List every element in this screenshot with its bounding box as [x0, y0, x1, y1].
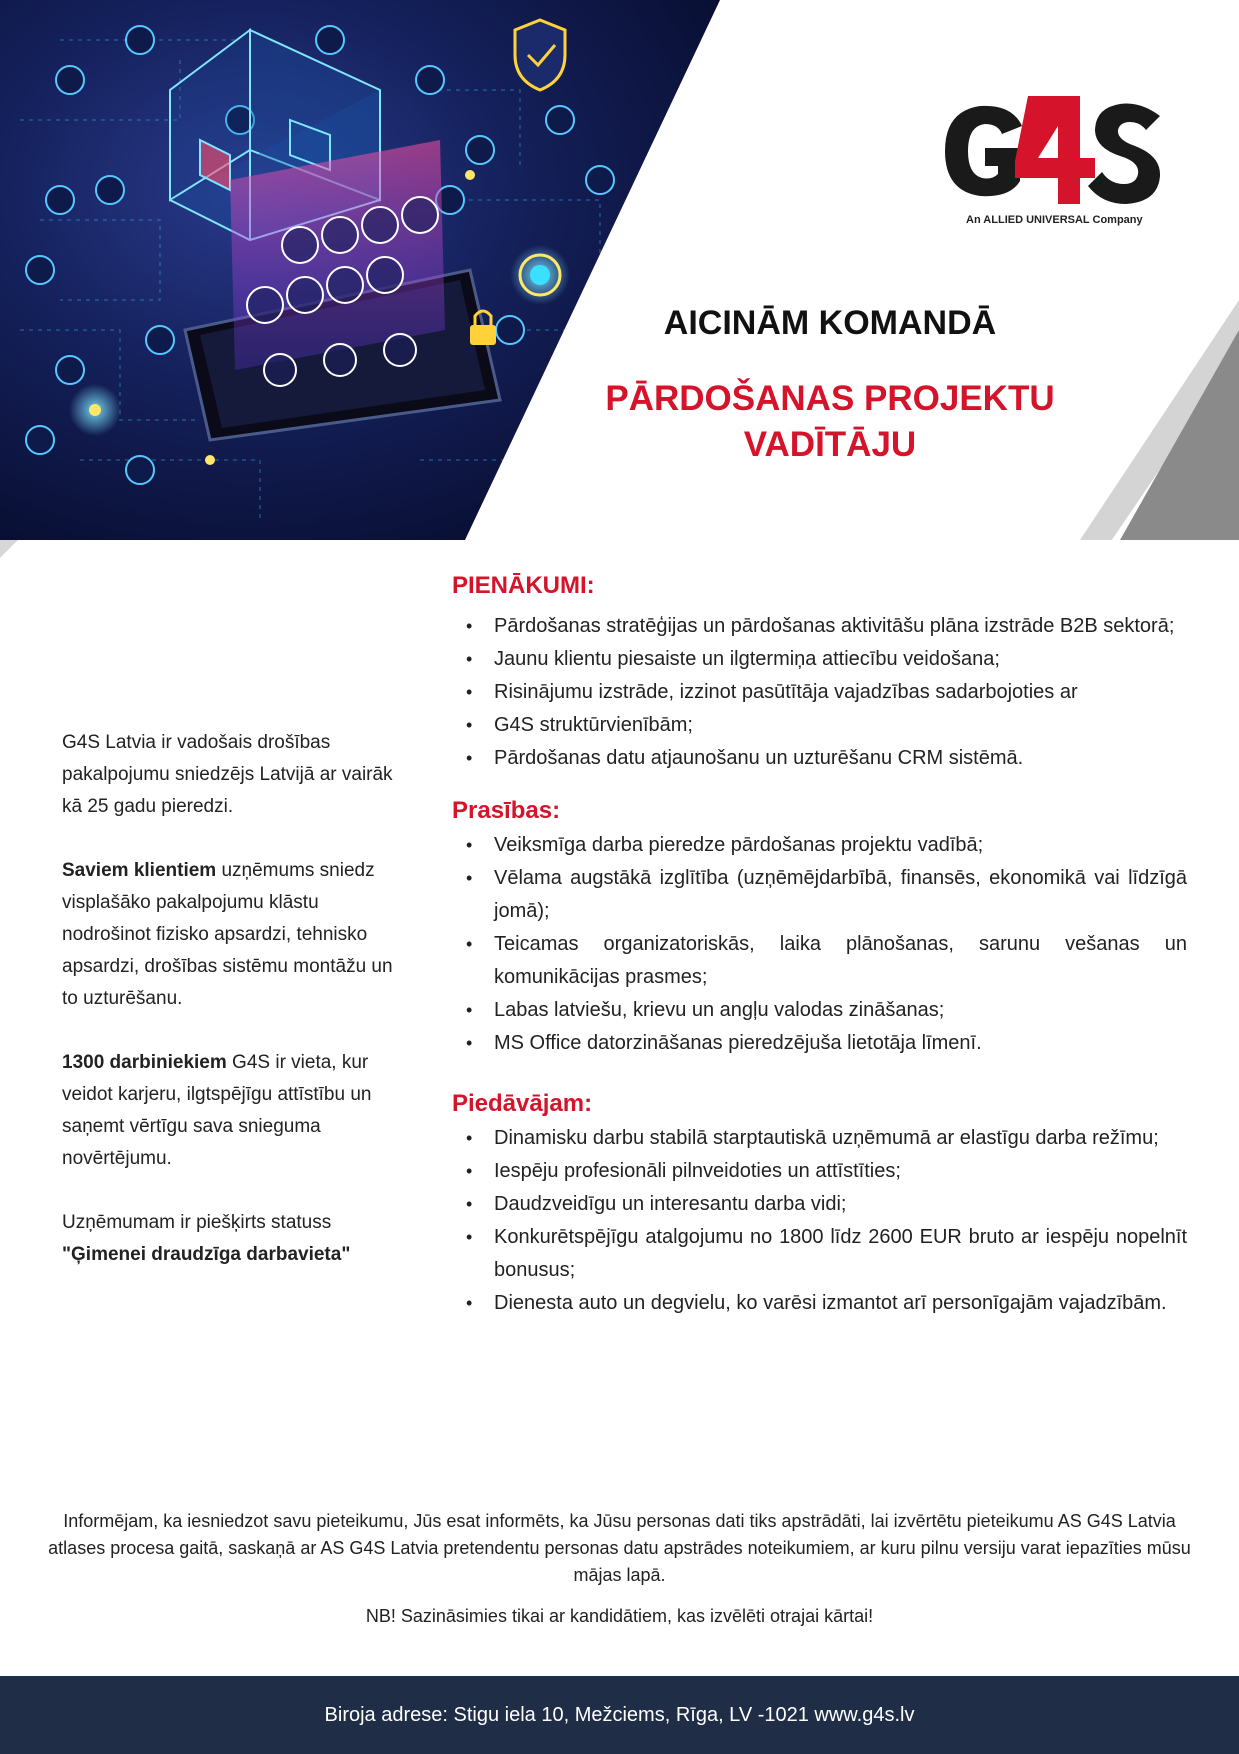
list-item: • Teicamas organizatoriskās, laika plānošanas, sarunu vešanas un komunikācijas prasmes; [452, 928, 1187, 994]
about-paragraph-2-bold: Saviem klientiem [62, 860, 217, 881]
list-item: • Konkurētspējīgu atalgojumu no 1800 līdz 2600 EUR bruto ar iespēju nopelnīt bonusus; [452, 1221, 1187, 1287]
list-item: • Dienesta auto un degvielu, ko varēsi izmantot arī personīgajām vajadzībām. [452, 1287, 1187, 1320]
list-item: • Pārdošanas datu atjaunošanu un uzturēšanu CRM sistēmā. [452, 742, 1187, 775]
list-item: • Vēlama augstākā izglītība (uzņēmējdarbībā, finansēs, ekonomikā vai līdzīgā jomā); [452, 862, 1187, 928]
duties-heading: PIENĀKUMI: [452, 572, 595, 599]
list-item: • Dinamisku darbu stabilā starptautiskā uzņēmumā ar elastīgu darba režīmu; [452, 1122, 1187, 1155]
page-title: AICINĀM KOMANDĀ [663, 304, 997, 342]
requirements-heading: Prasības: [452, 797, 561, 824]
list-item: • Pārdošanas stratēģijas un pārdošanas aktivitāšu plāna izstrāde B2B sektorā; [452, 610, 1187, 643]
list-item: • Labas latviešu, krievu un angļu valodas zināšanas; [452, 994, 1187, 1027]
shield-check-icon [515, 20, 565, 90]
list-item: • Iespēju profesionāli pilnveidoties un attīstīties; [452, 1155, 1187, 1188]
about-paragraph-4-text: Uzņēmumam ir piešķirts statuss [62, 1212, 332, 1233]
list-item: • MS Office datorzināšanas pieredzējuša lietotāja līmenī. [452, 1027, 1187, 1060]
offer-list [452, 1122, 1187, 1320]
about-paragraph-2 [62, 855, 412, 1015]
about-paragraph-3 [62, 1047, 412, 1175]
list-item: • G4S struktūrvienībām; [452, 709, 1187, 742]
offer-section [452, 1090, 1187, 1320]
duties-section [452, 572, 1187, 775]
list-item: • Veiksmīga darba pieredze pārdošanas projektu vadībā; [452, 829, 1187, 862]
about-paragraph-3-text: G4S ir vieta, kur veidot karjeru, ilgtspējīgu attīstību un saņemt vērtīgu sava snieguma novērtējumu. [62, 1052, 372, 1169]
about-paragraph-1: G4S Latvia ir vadošais drošības pakalpojumu sniedzējs Latvijā ar vairāk kā 25 gadu pieredzi. [62, 732, 393, 817]
requirements-list [452, 829, 1187, 1060]
logo-tagline: An ALLIED UNIVERSAL Company [966, 214, 1143, 226]
about-paragraph-4 [62, 1207, 412, 1271]
privacy-notice: Informējam, ka iesniedzot savu pieteikumu, Jūs esat informēts, ka Jūsu personas dati tiks apstrādāti, lai izvērtētu pieteikumu AS G4S Latvia atlases procesa gaitā, saskaņā ar AS G4S Latvia pretendentu personas datu apstrādes noteikumiem, ar kuru pilnu versiju varat iepazīties mūsu mājas lapā. [48, 1511, 1191, 1585]
nb-notice: NB! Sazināsimies tikai ar kandidātiem, kas izvēlēti otrajai kārtai! [365, 1606, 874, 1626]
job-title-line1: PĀRDOŠANAS PROJEKTU [605, 379, 1055, 418]
list-item: • Risinājumu izstrāde, izzinot pasūtītāja vajadzības sadarbojoties ar [452, 676, 1187, 709]
requirements-section [452, 797, 1187, 1060]
corner-accent [0, 540, 18, 558]
g4s-logo-mark [940, 86, 1170, 216]
duties-list [452, 610, 1187, 775]
job-details [452, 572, 1187, 1320]
offer-heading: Piedāvājam: [452, 1090, 593, 1117]
list-item: • Daudzveidīgu un interesantu darba vidi; [452, 1188, 1187, 1221]
company-about [62, 727, 412, 1271]
job-title [520, 376, 1140, 468]
about-paragraph-4-bold: "Ģimenei draudzīga darbavieta" [62, 1244, 351, 1265]
padlock-icon [470, 311, 496, 345]
address-bar [0, 1676, 1239, 1754]
about-paragraph-2-text: uzņēmums sniedz visplašāko pakalpojumu klāstu nodrošinot fizisko apsardzi, tehnisko apsardzi, drošības sistēmu montāžu un to uzturēšanu. [62, 860, 393, 1009]
job-title-line2: VADĪTĀJU [743, 425, 917, 464]
list-item: • Jaunu klientu piesaiste un ilgtermiņa attiecību veidošana; [452, 643, 1187, 676]
office-address: Biroja adrese: Stigu iela 10, Mežciems, Rīga, LV -1021 www.g4s.lv [324, 1704, 915, 1726]
about-paragraph-3-bold: 1300 darbiniekiem [62, 1052, 227, 1073]
